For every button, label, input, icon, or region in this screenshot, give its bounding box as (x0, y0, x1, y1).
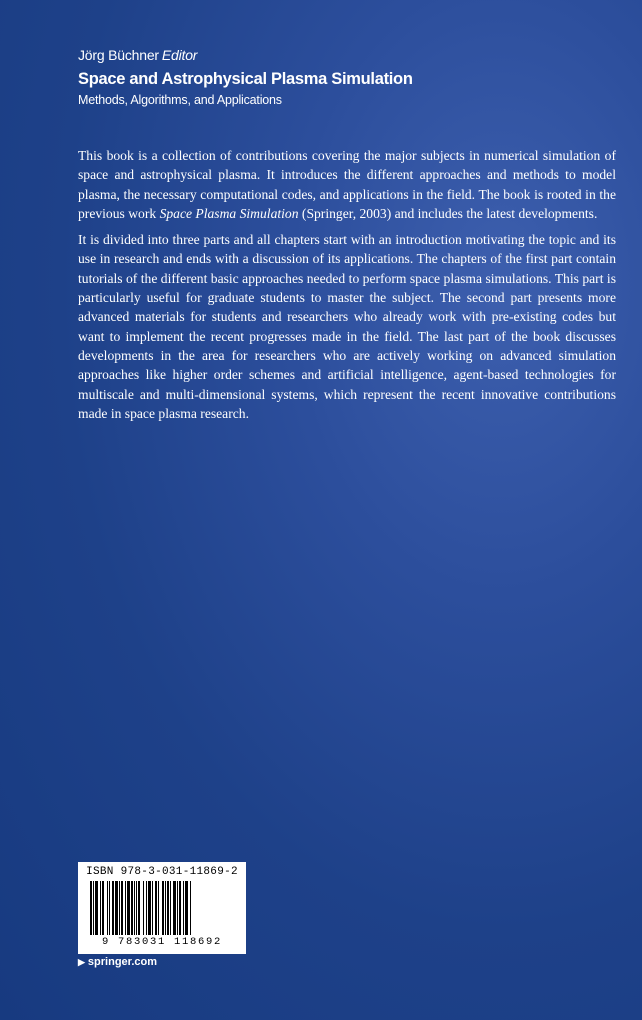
cited-work-title: Space Plasma Simulation (159, 205, 299, 221)
barcode-bar (170, 881, 171, 935)
right-arrow-icon: ▶ (78, 956, 85, 967)
barcode-bar (173, 881, 176, 935)
barcode-bar (152, 881, 153, 935)
publisher-website[interactable] (78, 956, 157, 968)
paragraph-1-text-end: (Springer, 2003) and includes the latest developments. (298, 205, 598, 221)
barcode-bar (167, 881, 169, 935)
barcode-bar (121, 881, 123, 935)
description-paragraph-2: It is divided into three parts and all chapters start with an introduction motivating the topic and its use in research and ends with a discussion of its applications. The chapters of the first part contain tutorials of the different basic approaches needed to perform space plasma simulations. This part is particularly useful for graduate students to master the subject. The second part presents more advanced materials for students and researchers who already work with pre-existing codes but want to implement the recent progresses made in the field. The last part of the book discusses developments in the area for researchers who are actively working on advanced simulation approaches like higher order schemes and artificial intelligence, agent-based technologies for multiscale and multi-dimensional systems, which represent the recent innovative contributions made in space plasma research. (78, 232, 616, 421)
editor-line (78, 46, 578, 64)
barcode-bar (107, 881, 108, 935)
barcode-bar (143, 881, 144, 935)
barcode-bar (112, 881, 114, 935)
barcode-bar (109, 881, 110, 935)
barcode-bar (93, 881, 94, 935)
barcode-bar (127, 881, 130, 935)
barcode-bar (158, 881, 159, 935)
barcode-bar (125, 881, 126, 935)
book-description (78, 146, 616, 423)
barcode-bar (177, 881, 178, 935)
editor-name: Jörg Büchner (78, 47, 159, 63)
isbn-barcode (78, 862, 246, 954)
barcode-bar (162, 881, 164, 935)
barcode-bar (138, 881, 140, 935)
description-paragraph-1 (78, 146, 616, 223)
barcode-bar (119, 881, 120, 935)
barcode-bar (155, 881, 157, 935)
book-title: Space and Astrophysical Plasma Simulation (78, 70, 413, 88)
barcode-bar (146, 881, 147, 935)
barcode-bar (190, 881, 191, 935)
website-label: springer.com (87, 956, 157, 968)
ean-digits: 9 783031 118692 (101, 936, 222, 948)
editor-role: Editor (161, 47, 198, 63)
cover-header (78, 46, 578, 109)
barcode-bars (90, 881, 238, 935)
book-subtitle: Methods, Algorithms, and Applications (78, 93, 282, 107)
barcode-bar (90, 881, 92, 935)
barcode-bar (115, 881, 118, 935)
barcode-bar (134, 881, 135, 935)
barcode-bar (136, 881, 137, 935)
barcode-bar (185, 881, 188, 935)
barcode-bar (179, 881, 181, 935)
barcode-bar (131, 881, 133, 935)
isbn-label: ISBN 978-3-031-11869-2 (86, 866, 238, 878)
barcode-bar (148, 881, 151, 935)
barcode-bar (102, 881, 104, 935)
paragraph-1-text: This book is a collection of contributions covering the major subjects in numerical simulation of space and astrophysical plasma. It introduces the different approaches and methods to model plasma, the necessary computational codes, and applications in the field. The book is rooted in the previous work (78, 148, 616, 221)
barcode-bar (100, 881, 101, 935)
barcode-bar (183, 881, 184, 935)
barcode-bar (165, 881, 166, 935)
barcode-bar (95, 881, 98, 935)
